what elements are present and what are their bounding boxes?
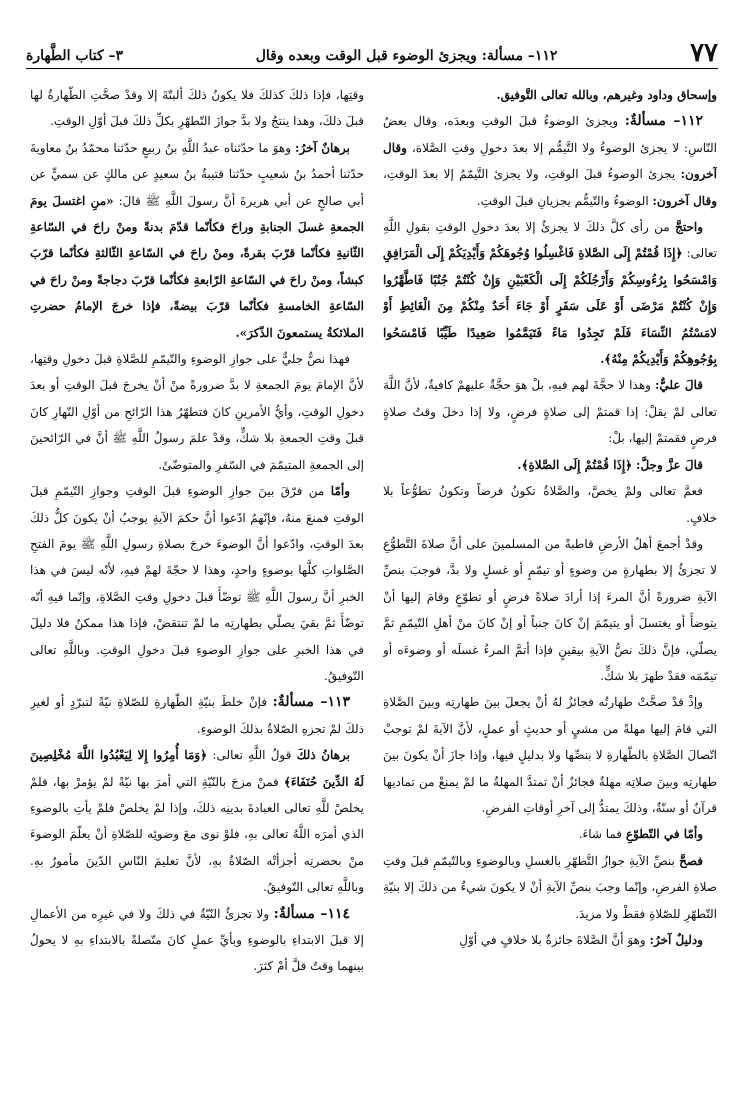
quran-quote: ﴿وَمَا أُمِرُوا إِلا لِيَعْبُدُوا اللَّهَ مُخْلِصِينَ لَهُ الدِّينَ حُنَفَاءَ﴾ xyxy=(30,748,364,789)
paragraph: وإسحاق وداود وغيرهم، وبالله تعالى التَّوفيق. xyxy=(496,88,717,102)
paragraph: وأمّا في التّطوّعِ فما شاءَ. xyxy=(578,827,703,842)
paragraph: وأمّا من فرّقَ بينَ جوازِ الوضوءِ قبلَ الوقتِ وجوازِ التّيمّمِ قبلَ الوقتِ فمنعَ منهُ، فإنّهمُ ادّعوا أنَّ حكمَ الآيةِ يوجبُ أنْ يكونَ كلُّ ذلكَ بعدَ الوقتِ، وادّعوا أنَّ الوضوءَ خرجَ بصلاةِ رسولِ اللَّهِ ﷺ يومَ الفتحِ الصَّلواتِ كلَّها بوضوءٍ واحدٍ، وهذا لا حجّةَ لهمْ فيهِ، لأنّه ليسَ في هذا الخبرِ أنَّ رسولَ اللَّهِ ﷺ توضّأَ قبلَ دخولِ وقتِ الصَّلاةِ، وإنّما فيهِ أنّه توضّأَ ثمَّ بقيَ يصلّي بطهارتِه ما لمْ تنتقضْ، فإذا هذا ممكنٌ فلا دليلَ في هذا الخبرِ على جوازِ الوضوءِ قبلَ دخولِ الوقتِ. وباللَّهِ تعالى التّوفيقُ. xyxy=(30,484,364,683)
paragraph: فصحَّ بنصِّ الآيةِ جوازُ التَّطهّرِ بالغسلِ وبالوضوءِ وبالتّيمّمِ قبلَ وقتِ صلاةِ الفرضِ، وإنّما وجبَ بنصِّ الآيةِ أنْ لا يكونَ شيءٌ من ذلكَ إلا بنيّةِ التّطهّرِ للصّلاةِ فقطْ ولا مزيدَ. xyxy=(383,853,717,921)
paragraph: واحتجَّ من رأى كلَّ ذلكَ لا يجزئُ إلا بعدَ دخولِ الوقتِ بقولِ اللَّهِ تعالى: ﴿إِذَا قُمْتُمْ إِلَى الصَّلاةِ فَاغْسِلُوا وُجُوهَكُمْ وَأَيْدِيَكُمْ إِلَى الْمَرَافِقِ وَامْسَحُوا بِرُءُوسِكُمْ وَأَرْجُلَكُمْ إِلَى الْكَعْبَيْنِ وَإِنْ كُنْتُمْ جُنُبًا فَاطَّهَّرُوا وَإِنْ كُنْتُمْ مَرْضَى أَوْ عَلَى سَفَرٍ أَوْ جَاءَ أَحَدٌ مِنْكُمْ مِنَ الْغَائِطِ أَوْ لامَسْتُمُ النِّسَاءَ فَلَمْ تَجِدُوا مَاءً فَتَيَمَّمُوا صَعِيدًا طَيِّبًا فَامْسَحُوا بِوُجُوهِكُمْ وَأَيْدِيكُمْ مِنْهُ﴾. xyxy=(383,220,717,367)
left-column xyxy=(30,82,364,1092)
right-column xyxy=(383,82,717,1092)
quran-quote: ﴿إِذَا قُمْتُمْ إِلَى الصَّلاةِ﴾. xyxy=(517,457,633,472)
quran-quote: ﴿إِذَا قُمْتُمْ إِلَى الصَّلاةِ فَاغْسِلُوا وُجُوهَكُمْ وَأَيْدِيَكُمْ إِلَى الْمَرَافِقِ وَامْسَحُوا بِرُءُوسِكُمْ وَأَرْجُلَكُمْ إِلَى الْكَعْبَيْنِ وَإِنْ كُنْتُمْ جُنُبًا فَاطَّهَّرُوا وَإِنْ كُنْتُمْ مَرْضَى أَوْ عَلَى سَفَرٍ أَوْ جَاءَ أَحَدٌ مِنْكُمْ مِنَ الْغَائِطِ أَوْ لامَسْتُمُ النِّسَاءَ فَلَمْ تَجِدُوا مَاءً فَتَيَمَّمُوا صَعِيدًا طَيِّبًا فَامْسَحُوا بِوُجُوهِكُمْ وَأَيْدِيكُمْ مِنْهُ﴾. xyxy=(383,246,717,367)
page-number: ٧٧ xyxy=(690,38,718,68)
paragraph: فهذا نصٌّ جليٌّ على جوازِ الوضوءِ والتّيمّمِ للصَّلاةِ قبلَ دخولِ وقتِها، لأنَّ الإمامَ يومَ الجمعةِ لا بدَّ ضرورةً منْ أنْ يخرجَ قبلَ الوقتِ أو بعدَ دخولِ الوقتِ، وأيُّ الأمرينِ كانَ فتطهّرُ هذا الرّائحِ من أوّلِ النّهارِ كانَ قبلَ وقتِ الجمعةِ بلا شكٍّ، وقدْ علمَ رسولُ اللَّهِ ﷺ أنَّ في الرّائحينَ إلى الجمعةِ المتيمّمَ في السّفرِ والمتوضّئَ. xyxy=(30,352,364,472)
paragraph: وإذْ قدْ صحَّتْ طهارتُه فجائزٌ لهُ أنْ يجعلَ بينَ طهارتِه وبينَ الصَّلاةِ التي قامَ إليها مهلةً من مشيٍ أو حديثٍ أو عملٍ، لأنَّ الآيةَ لمْ توجبْ اتّصالَ الصَّلاةِ بالطّهارةِ لا بنصِّها ولا بدليلٍ فيها، وإذا جازَ أنْ يكونَ بينَ طهارتِه وبينَ صلاتِه مهلةٌ فجائزٌ أنْ تمتدَّ المهلةُ ما لمْ يمنعْ من تماديها قرآنٌ أو سنّةٌ، وذلكَ يمتدُّ إلى آخرِ أوقاتِ الفرضِ. xyxy=(383,695,717,815)
hadith-quote: «منِ اغتسلَ يومَ الجمعةِ غسلَ الجنابةِ وراحَ فكأنّما قدّمَ بدنةً ومنْ راحَ في السّاعةِ الثّانيةِ فكأنّما قرّبَ بقرةً، ومنْ راحَ في السّاعةِ الثّالثةِ فكأنّما قرّبَ كبشاً، ومنْ راحَ في السّاعةِ الرّابعةِ فكأنّما قرّبَ دجاجةً ومنْ راحَ في السّاعةِ الخامسةِ فكأنّما قرّبَ بيضةً، فإذا خرجَ الإمامُ حضرتِ الملائكةُ يستمعونَ الذّكرَ». xyxy=(30,193,364,340)
paragraph: برهانٌ آخرُ: وهوَ ما حدّثناه عبدُ اللَّهِ بنُ ربيعٍ حدّثنا محمّدُ بنُ معاويةَ حدّثنا أحمدُ بنُ شعيبٍ حدّثنا قتيبةُ بنُ سعيدٍ عن مالكٍ عن سميٍّ عن أبي صالحٍ عن أبي هريرةَ أنَّ رسولَ اللَّهِ ﷺ قالَ: «منِ اغتسلَ يومَ الجمعةِ غسلَ الجنابةِ وراحَ فكأنّما قدّمَ بدنةً ومنْ راحَ في السّاعةِ الثّانيةِ فكأنّما قرّبَ بقرةً، ومنْ راحَ في السّاعةِ الثّالثةِ فكأنّما قرّبَ كبشاً، ومنْ راحَ في السّاعةِ الرّابعةِ فكأنّما قرّبَ دجاجةً ومنْ راحَ في السّاعةِ الخامسةِ فكأنّما قرّبَ بيضةً، فإذا خرجَ الإمامُ حضرتِ الملائكةُ يستمعونَ الذّكرَ». xyxy=(30,140,364,340)
masala-113: ١١٣– مسألةٌ: فإنْ خلطَ بنيّةِ الطّهارةِ للصّلاةِ نيّةً لتبرّدٍ أو لغيرِ ذلكَ لمْ تجزهِ الصّلاةُ بذلكَ الوضوءِ. xyxy=(30,694,364,736)
paragraph: فعمَّ تعالى ولمْ يخصَّ، والصَّلاةُ تكونُ فرضاً وتكونُ تطوُّعاً بلا خلافٍ. xyxy=(383,484,717,525)
paragraph: برهانُ ذلكَ قولُ اللَّهِ تعالى: ﴿وَمَا أُمِرُوا إِلا لِيَعْبُدُوا اللَّهَ مُخْلِصِينَ لَهُ الدِّينَ حُنَفَاءَ﴾ فمنْ مزجَ بالنّيّةِ التي أمرَ بها نيّةً لمْ يؤمرْ بها، فلمْ يخلصْ للَّهِ تعالى العبادةَ بدينِه ذلكَ، وإذا لمْ يخلصْ فلمْ يأتِ بالوضوءِ الذي أمرَه اللَّهُ تعالى بهِ، فلوْ نوى معَ وضوئِه للصّلاةِ أنْ يعلّمَ الوضوءَ منْ بحضرتِه أجزأتْه الصّلاةُ بهِ، لأنَّ تعليمَ النّاسِ الدّينَ مأمورٌ بهِ. وباللَّهِ تعالى التّوفيقُ. xyxy=(30,748,364,895)
paragraph: ودليلٌ آخرُ: وهوَ أنَّ الصَّلاةَ جائزةٌ بلا خلافٍ في أوّلِ xyxy=(459,933,703,947)
masala-114: ١١٤– مسألةٌ: ولا تجزئُ النّيّةُ في ذلكَ ولا في غيرِه من الأعمالِ إلا قبلَ الابتداءِ بالوضوءِ وبأيِّ عملٍ كانَ متّصلةً بالابتداءِ بهِ لا يحولُ بينهما وقتٌ قلَّ أمْ كثرَ. xyxy=(30,905,364,974)
running-title: ١١٢– مسألة: ويجزئ الوضوء قبل الوقت وبعده وقال xyxy=(255,48,558,64)
paragraph: وقتِها، فإذا ذلكَ كذلكَ فلا يكونُ ذلكَ ألبتّةَ إلا وقدْ صحَّتِ الطّهارةُ لها قبلَ ذلكَ، وهذا ينتجُ ولا بدَّ جوازَ التّطهّرِ بكلِّ ذلكَ قبلَ أوّلِ الوقتِ. xyxy=(30,88,364,129)
page-header xyxy=(26,38,718,69)
paragraph: وقدْ أجمعَ أهلُ الأرضِ قاطبةً من المسلمينَ على أنَّ صلاةَ التَّطوُّعِ لا تجزئُ إلا بطهارةٍ من وضوءٍ أو تيمّمٍ أو غسلٍ ولا بدَّ، فوجبَ بنصِّ الآيةِ ضرورةً أنَّ المرءَ إذا أرادَ صلاةً فرضٍ أو تطوّعٍ وقامَ إليها أنْ يتوضأَ أو يغتسلَ أو يتيمّمَ إنْ كانَ جنباً أو إنْ كانَ منْ أهلِ التّيمّمِ ثمَّ يصلّي، فإنَّ ذلكَ نصُّ الآيةِ بيقينٍ فإذا أتمَّ المرءُ غسلَه أو وضوءَه أو تيمّمَه فقدْ طهرَ بلا شكٍّ. xyxy=(383,536,717,683)
masala-112: ١١٢– مسألةٌ: ويجزئ الوضوءُ قبلَ الوقتِ وبعدَه، وقال بعضُ النّاسِ: لا يجزئ الوضوءُ ولا التَّيمُّم إلا بعدَ دخولِ وقتِ الصَّلاة، وقال آخرون: يجزئ الوضوءُ قبلَ الوقتِ، ولا يجزئ التَّيمّمُ إلا بعدَ الوقتِ، وقال آخرون: الوضوءُ والتّيمُّم يجزيانِ قبلَ الوقتِ. xyxy=(383,113,717,208)
book-title: ٣– كتاب الطَّهارة xyxy=(26,48,124,64)
paragraph: قالَ عزَّ وجلَّ: ﴿إِذَا قُمْتُمْ إِلَى الصَّلاةِ﴾. xyxy=(517,457,703,472)
paragraph: قالَ عليٌّ: وهذا لا حجَّةَ لهم فيهِ، بلْ هوَ حجَّةٌ عليهمْ كافيةٌ، لأنَّ اللَّهَ تعالى لمْ يقلْ: إذا قمتمْ إلى صلاةٍ فرضٍ، ولا إذا دخلَ وقتُ صلاةٍ فرضٍ فقمتمْ إليها، بلْ: xyxy=(383,378,717,446)
